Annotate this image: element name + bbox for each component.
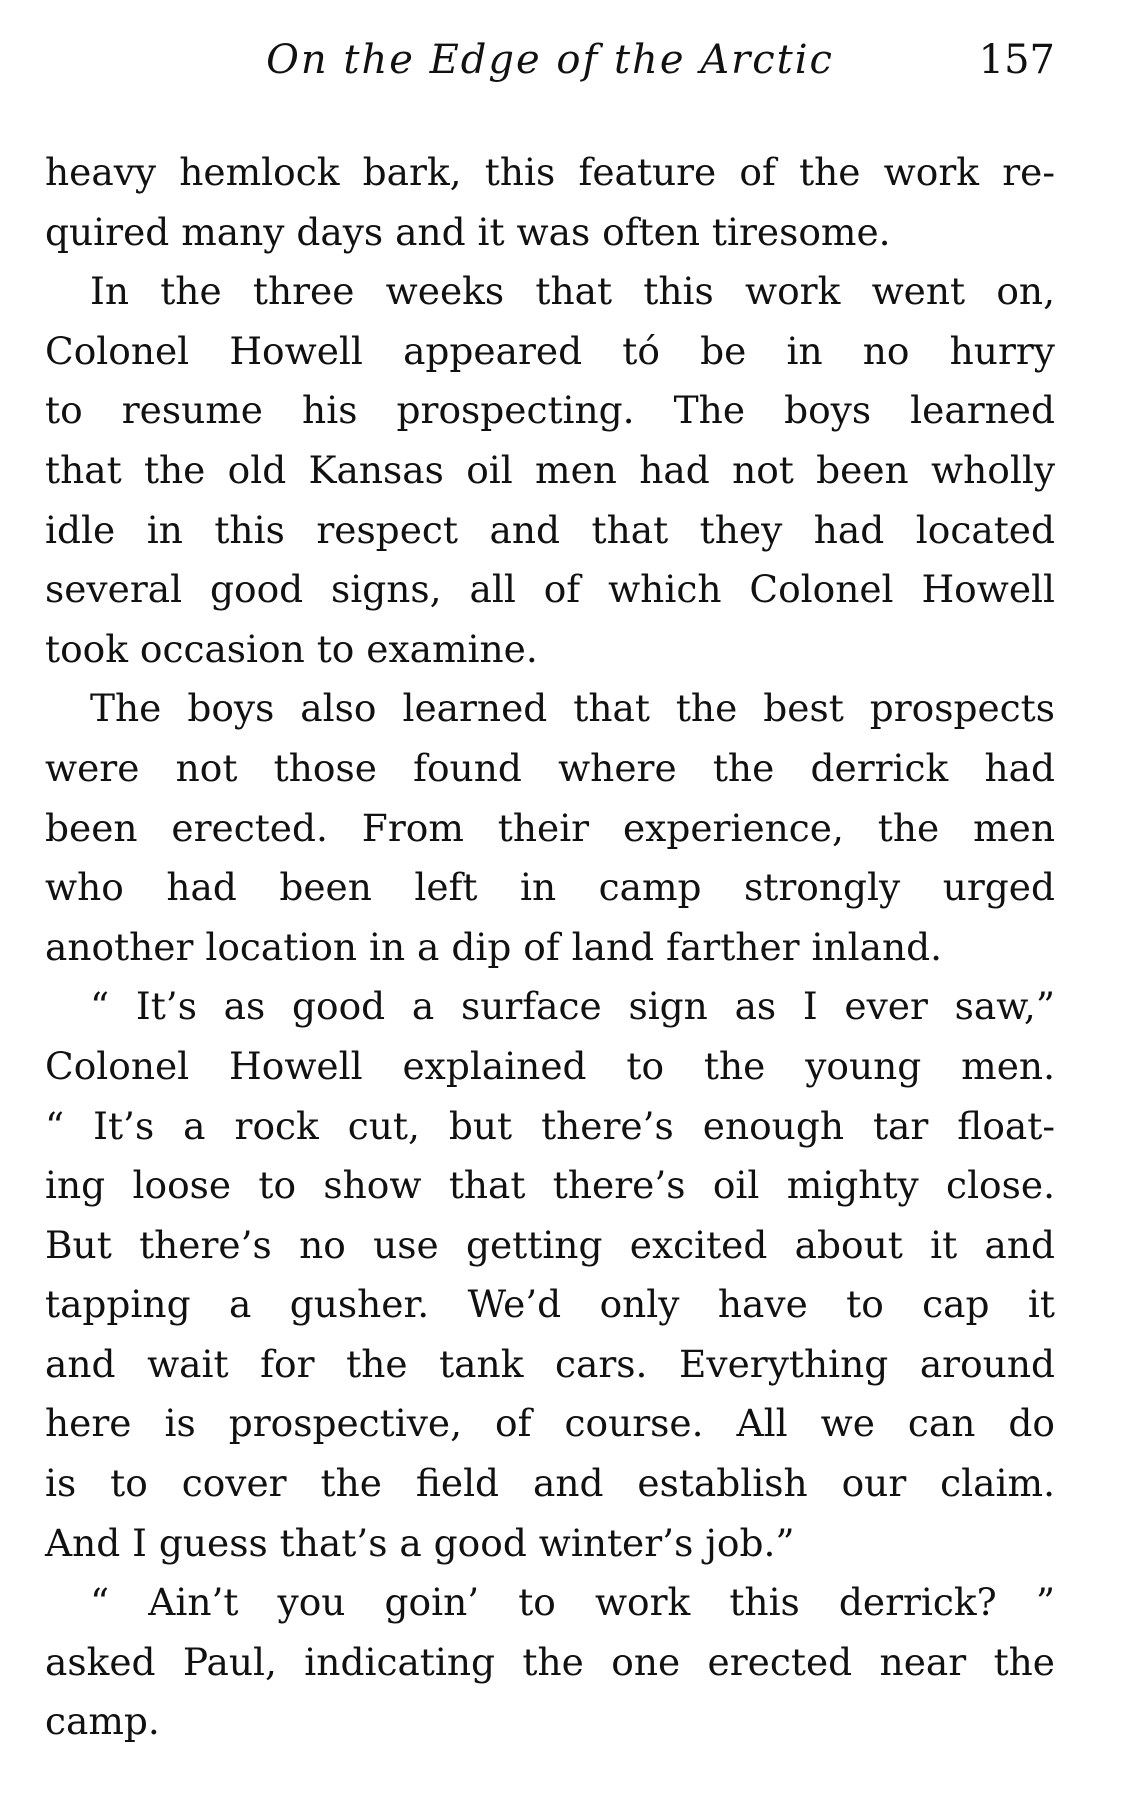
text-line: who had been left in camp strongly urged	[45, 865, 1055, 910]
text-line: “ Ain’t you goin’ to work this derrick? ”	[90, 1580, 1055, 1625]
text-line: here is prospective, of course. All we can do	[45, 1401, 1055, 1446]
text-line: is to cover the field and establish our claim.	[45, 1461, 1055, 1506]
text-line: idle in this respect and that they had located	[45, 507, 1055, 552]
text-line: and wait for the tank cars. Everything around	[45, 1341, 1055, 1386]
text-line: that the old Kansas oil men had not been wholly	[45, 447, 1055, 492]
text-line: took occasion to examine.	[45, 626, 538, 671]
text-line: The boys also learned that the best prospects	[90, 686, 1055, 731]
text-line: been erected. From their experience, the men	[45, 805, 1055, 850]
text-line: In the three weeks that this work went on,	[90, 269, 1055, 314]
text-line: tapping a gusher. We’d only have to cap it	[45, 1282, 1055, 1327]
page-number: 157	[978, 37, 1055, 83]
text-line: “ It’s a rock cut, but there’s enough tar float-	[45, 1103, 1055, 1148]
text-line: to resume his prospecting. The boys learned	[45, 388, 1055, 433]
text-line: another location in a dip of land farther inland.	[45, 924, 943, 969]
text-line: “ It’s as good a surface sign as I ever saw,”	[90, 984, 1055, 1029]
text-line: ing loose to show that there’s oil mighty close.	[45, 1163, 1055, 1208]
body-text	[45, 143, 1055, 1752]
text-line: several good signs, all of which Colonel Howell	[45, 567, 1055, 612]
text-line: asked Paul, indicating the one erected near the	[45, 1639, 1055, 1684]
text-line: And I guess that’s a good winter’s job.”	[45, 1520, 795, 1565]
running-title: On the Edge of the Arctic	[266, 37, 834, 83]
text-line: were not those found where the derrick had	[45, 745, 1055, 790]
running-head	[45, 30, 1055, 90]
text-line: But there’s no use getting excited about it and	[45, 1222, 1055, 1267]
text-line: Colonel Howell explained to the young men.	[45, 1043, 1055, 1088]
text-line: heavy hemlock bark, this feature of the work re-	[45, 150, 1055, 194]
text-line: camp.	[45, 1699, 160, 1744]
text-line: Colonel Howell appeared tó be in no hurry	[45, 328, 1055, 373]
text-line: quired many days and it was often tiresome.	[45, 209, 891, 254]
